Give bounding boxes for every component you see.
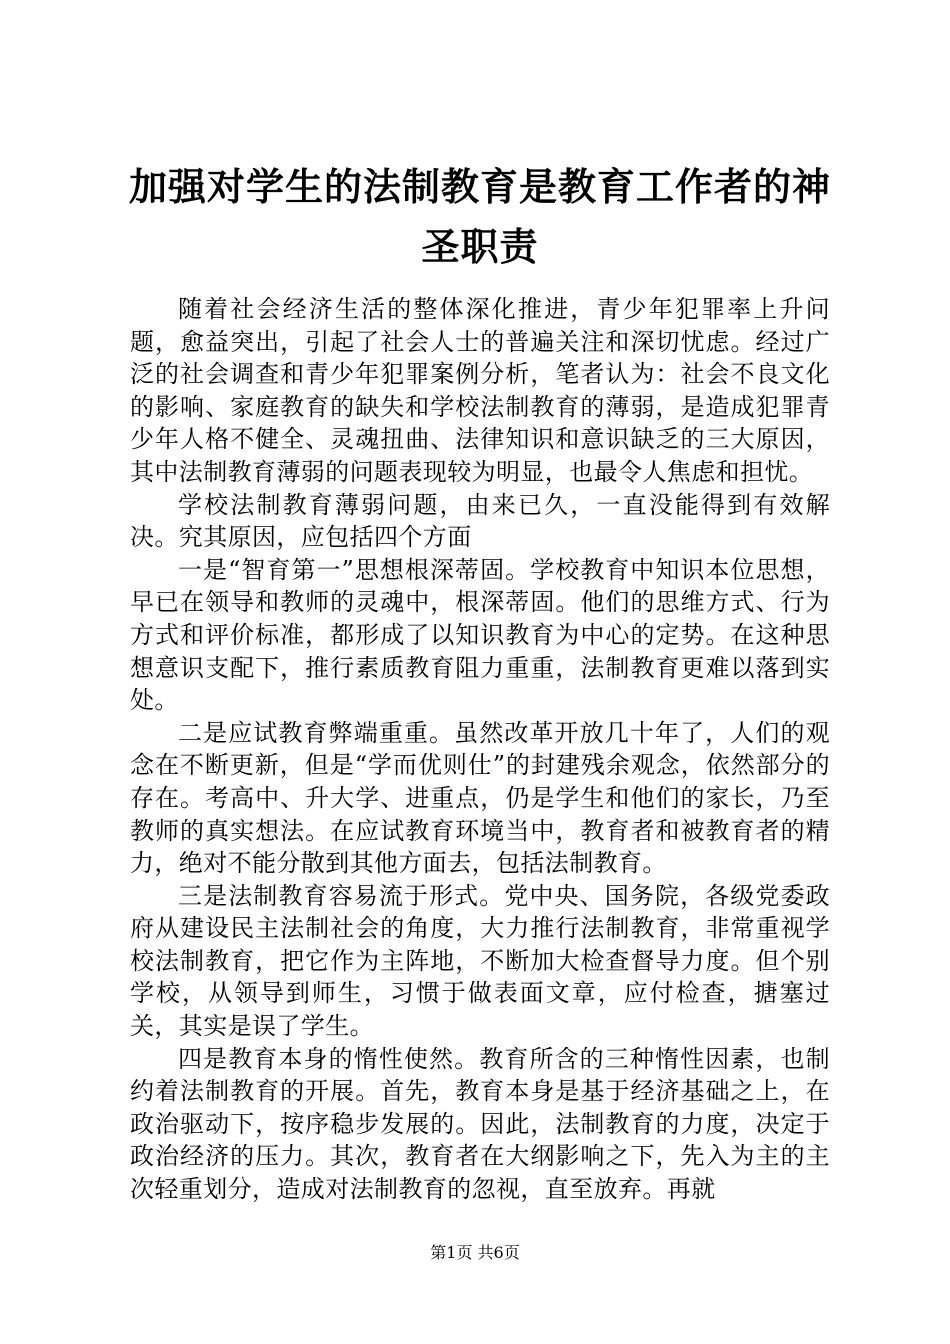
- page-footer: 第1页 共6页: [430, 1243, 520, 1262]
- paragraph: 四是教育本身的惰性使然。教育所含的三种惰性因素，也制约着法制教育的开展。首先，教育本身是基于经济基础之上，在政治驱动下，按序稳步发展的。因此，法制教育的力度，决定于政治经济的压力。其次，教育者在大纲影响之下，先入为主的主次轻重划分，造成对法制教育的忽视，直至放弃。再就: [130, 1044, 830, 1204]
- paragraph: 二是应试教育弊端重重。虽然改革开放几十年了，人们的观念在不断更新，但是“学而优则仕”的封建残余观念，依然部分的存在。考高中、升大学、进重点，仍是学生和他们的家长，乃至教师的真实想法。在应试教育环境当中，教育者和被教育者的精力，绝对不能分散到其他方面去，包括法制教育。: [130, 718, 830, 878]
- paragraph: 随着社会经济生活的整体深化推进，青少年犯罪率上升问题，愈益突出，引起了社会人士的普遍关注和深切忧虑。经过广泛的社会调查和青少年犯罪案例分析，笔者认为：社会不良文化的影响、家庭教育的缺失和学校法制教育的薄弱，是造成犯罪青少年人格不健全、灵魂扭曲、法律知识和意识缺乏的三大原因，其中法制教育薄弱的问题表现较为明显，也最令人焦虑和担忧。: [130, 295, 830, 486]
- paragraph: 学校法制教育薄弱问题，由来已久，一直没能得到有效解决。究其原因，应包括四个方面: [130, 490, 830, 552]
- document-title: 加强对学生的法制教育是教育工作者的神圣职责: [128, 164, 831, 269]
- paragraph: 一是“智育第一”思想根深蒂固。学校教育中知识本位思想，早已在领导和教师的灵魂中，根深蒂固。他们的思维方式、行为方式和评价标准，都形成了以知识教育为中心的定势。在这种思想意识支配下，推行素质教育阻力重重，法制教育更难以落到实处。: [130, 555, 830, 715]
- paragraph: 三是法制教育容易流于形式。党中央、国务院，各级党委政府从建设民主法制社会的角度，大力推行法制教育，非常重视学校法制教育，把它作为主阵地，不断加大检查督导力度。但个别学校，从领导到师生，习惯于做表面文章，应付检查，搪塞过关，其实是误了学生。: [130, 881, 830, 1041]
- document-body: [130, 293, 830, 1206]
